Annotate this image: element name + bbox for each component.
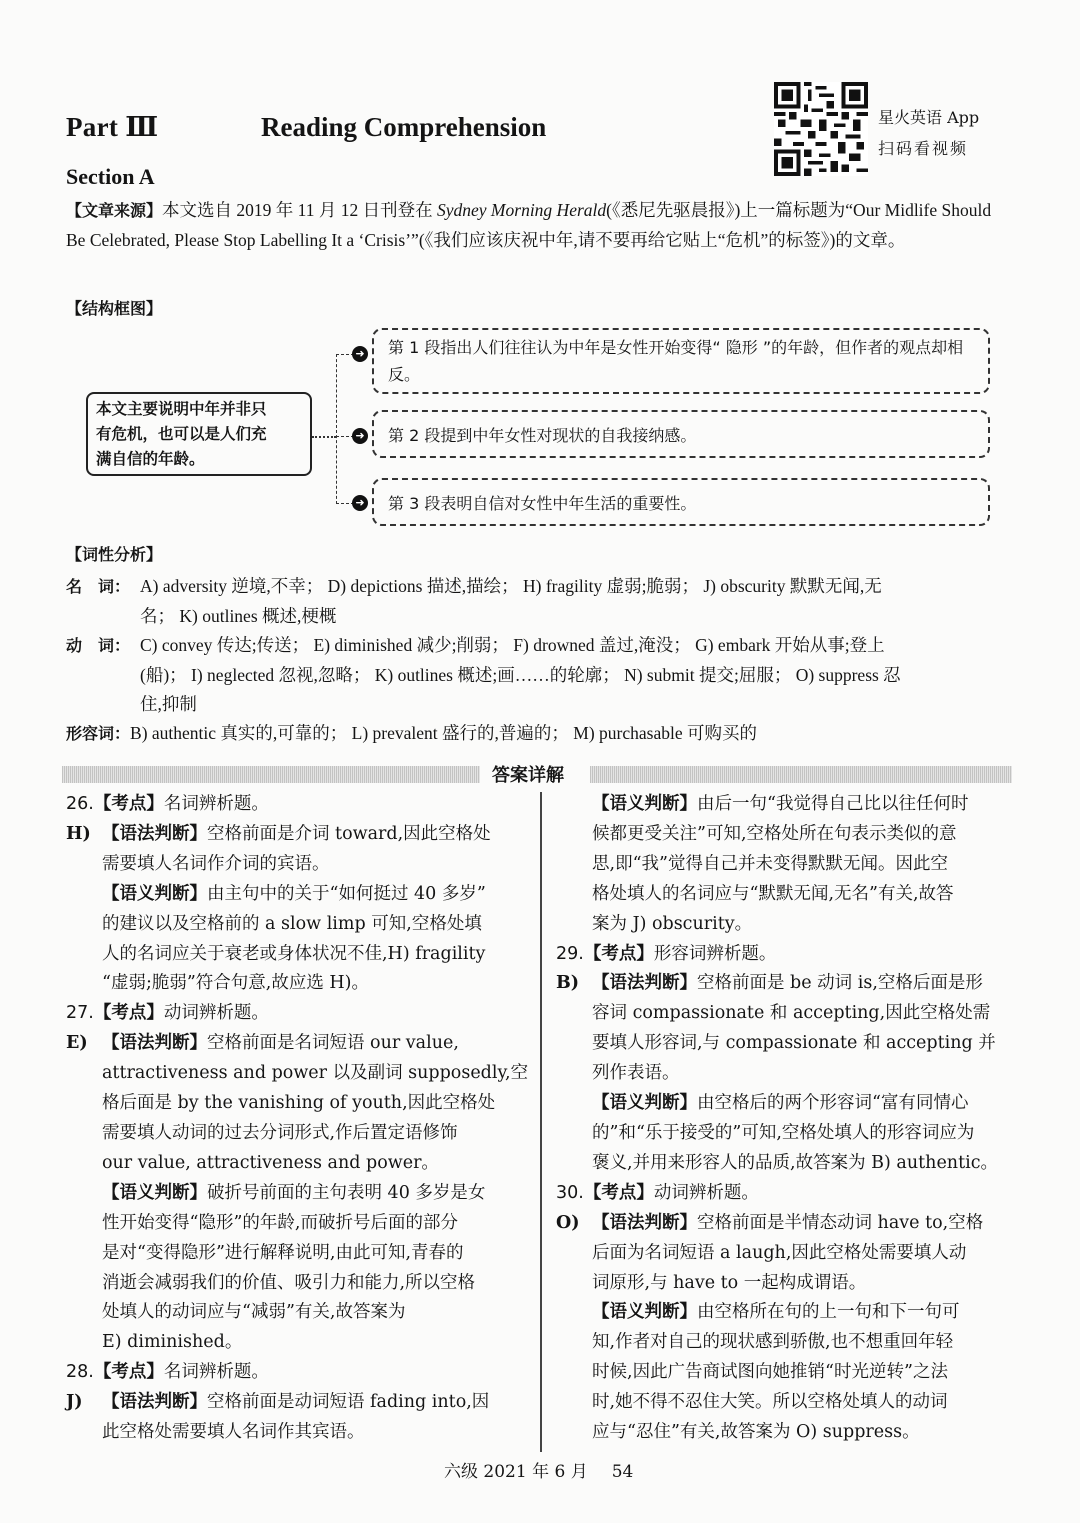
- answer-text: 人的名词应关于衰老或身体状况不佳,H) fragility: [102, 943, 486, 964]
- answer-text: 时,她不得不忍住大笑。所以空格处填人的动词: [592, 1392, 948, 1413]
- answers-left-column: [66, 790, 529, 1448]
- answer-29-semantic: 【语义判断】由空格后的两个形容词“富有同情心: [592, 1093, 969, 1114]
- page-number: 54: [611, 1462, 634, 1482]
- answer-text: 词原形,与 have to 一起构成谓语。: [592, 1272, 867, 1293]
- pos-text: 住,抑制: [140, 694, 197, 714]
- branch-line: [336, 354, 337, 504]
- structure-label: 【结构框图】: [66, 299, 163, 318]
- answer-letter: E): [66, 1033, 88, 1054]
- answer-text: 此空格处需要填人名词作其宾语。: [102, 1422, 365, 1443]
- answer-text: 格后面是 by the vanishing of youth,因此空格处: [102, 1093, 496, 1114]
- pos-analysis-label: 【词性分析】: [66, 545, 163, 564]
- answer-text: 处填人的动词应与“减弱”有关,故答案为: [102, 1302, 406, 1323]
- answer-text: 消逝会减弱我们的价值、吸引力和能力,所以空格: [102, 1272, 476, 1293]
- answer-text: “虚弱;脆弱”符合句意,故应选 H)。: [102, 973, 370, 994]
- answer-text: 格处填人的名词应与“默默无闻,无名”有关,故答: [592, 883, 954, 904]
- answer-30-point: 30.【考点】动词辨析题。: [556, 1182, 759, 1203]
- main-idea-line: 有危机，也可以是人们充: [96, 425, 267, 443]
- answers-right-column: [556, 790, 1016, 1448]
- main-idea-line: 满自信的年龄。: [96, 450, 205, 468]
- answer-letter: O): [556, 1212, 580, 1233]
- source-publication: Sydney Morning Herald: [437, 200, 607, 220]
- pos-text: B) authentic 真实的,可靠的； L) prevalent 盛行的,普遍的； M) purchasable 可购买的: [130, 723, 757, 743]
- pos-head-noun: 名 词：: [66, 577, 131, 596]
- pos-text: (船)； I) neglected 忽视,忽略； K) outlines 概述;画……的轮廓； N) submit 提交;屈服； O) suppress 忍: [140, 664, 901, 685]
- page-footer: [444, 1457, 633, 1482]
- answer-28-grammar: J) 【语法判断】空格前面是动词短语 fading into,因: [66, 1388, 521, 1418]
- qr-caption-scan: 扫码看视频: [878, 139, 969, 158]
- answer-letter: H): [66, 823, 91, 844]
- answer-text: E) diminished。: [102, 1332, 243, 1353]
- answer-28-point: 28.【考点】名词辨析题。: [66, 1362, 269, 1383]
- answer-text: 列作表语。: [592, 1063, 680, 1084]
- answer-29-point: 29.【考点】形容词辨析题。: [556, 943, 777, 964]
- answer-27-point: 27.【考点】动词辨析题。: [66, 1003, 269, 1024]
- article-source: [66, 196, 1014, 255]
- part-label: Part Ⅲ: [66, 112, 159, 142]
- answer-28-semantic: 【语义判断】由后一句“我觉得自己比以往任何时: [592, 794, 969, 814]
- answer-26-semantic: 【语义判断】由主句中的关于“如何挺过 40 多岁”: [102, 883, 486, 904]
- arrow-right-icon: ➜: [352, 346, 368, 362]
- answer-text: 需要填人动词的过去分词形式,作后置定语修饰: [102, 1122, 458, 1143]
- banner-hatch: [62, 766, 480, 783]
- answer-letter: J): [66, 1392, 83, 1413]
- answer-text: 知,作者对自己的现状感到骄傲,也不想重回年轻: [592, 1332, 954, 1353]
- answer-text: 是对“变得隐形”进行解释说明,由此可知,青春的: [102, 1242, 464, 1263]
- answer-26-point: 26.【考点】名词辨析题。: [66, 794, 269, 814]
- answer-text: 要填人形容词,与 compassionate 和 accepting 并: [592, 1033, 996, 1054]
- paragraph-summary-1: 第 1 段指出人们往往认为中年是女性开始变得“ 隐形 ”的年龄，但作者的观点却相反。: [372, 328, 990, 394]
- pos-text: 名； K) outlines 概述,梗概: [140, 605, 337, 626]
- banner-hatch: [590, 766, 1012, 783]
- answer-text: 褒义,并用来形容人的品质,故答案为 B) authentic。: [592, 1152, 999, 1173]
- main-idea-box: [86, 392, 312, 476]
- answer-26-grammar: H) 【语法判断】空格前面是介词 toward,因此空格处: [66, 820, 521, 850]
- pos-text: A) adversity 逆境,不幸； D) depictions 描述,描绘； H) fragility 虚弱;脆弱； J) obscurity 默默无闻,无: [140, 576, 882, 596]
- footer-exam: 六级 2021 年 6 月: [444, 1462, 588, 1482]
- qr-code-icon: [774, 82, 868, 176]
- section-label: Section A: [66, 164, 155, 189]
- answer-text: 的”和“乐于接受的”可知,空格处填人的形容词应为: [592, 1122, 975, 1143]
- answer-text: 思,即“我”觉得自己并未变得默默无闻。因此空: [592, 853, 948, 874]
- source-text-after: (《悉尼先驱晨报》)上一篇标题为“Our Midlife Should Be Celebrated, Please Stop Labelling It a ‘Crisis’”(《我们应该庆祝中年,请不要再给它贴上“危机”的标签》)的文章。: [66, 200, 992, 250]
- connector-line: [312, 436, 336, 438]
- pos-nouns: [66, 572, 1016, 631]
- answer-text: 的建议以及空格前的 a slow limp 可知,空格处填: [102, 913, 482, 934]
- answer-text: 后面为名词短语 a laugh,因此空格处需要填人动: [592, 1242, 967, 1263]
- answer-letter: B): [556, 973, 580, 994]
- answer-30-semantic: 【语义判断】由空格所在句的上一句和下一句可: [592, 1302, 960, 1323]
- answer-banner: [62, 763, 1012, 785]
- main-idea-line: 本文主要说明中年并非只: [96, 400, 267, 418]
- answer-text: 案为 J) obscurity。: [592, 913, 753, 934]
- banner-title: 答案详解: [492, 765, 564, 786]
- answer-text: 时候,因此广告商试图向她推销“时光逆转”之法: [592, 1362, 948, 1383]
- pos-head-verb: 动 词：: [66, 636, 131, 655]
- answer-29-grammar: B) 【语法判断】空格前面是 be 动词 is,空格后面是形: [556, 969, 1016, 999]
- answer-30-grammar: O) 【语法判断】空格前面是半情态动词 have to,空格: [556, 1209, 1016, 1239]
- pos-head-adjective: 形容词：: [66, 724, 131, 743]
- column-divider: [540, 792, 542, 1452]
- paragraph-summary-3: 第 3 段表明自信对女性中年生活的重要性。: [372, 478, 990, 526]
- qr-code: [774, 82, 874, 176]
- source-text-before: 本文选自 2019 年 11 月 12 日刊登在: [162, 200, 437, 220]
- pos-adjectives: [66, 719, 1016, 749]
- paragraph-summary-2: 第 2 段提到中年女性对现状的自我接纳感。: [372, 410, 990, 458]
- answer-text: 容词 compassionate 和 accepting,因此空格处需: [592, 1003, 991, 1024]
- part-title: Reading Comprehension: [261, 112, 547, 142]
- pos-verbs: [66, 631, 1016, 720]
- qr-caption-app: 星火英语 App: [878, 108, 980, 127]
- answer-27-grammar: E) 【语法判断】空格前面是名词短语 our value,: [66, 1029, 521, 1059]
- source-label: 【文章来源】: [66, 201, 163, 220]
- answer-text: our value, attractiveness and power。: [102, 1152, 439, 1173]
- page-header: [66, 112, 706, 152]
- answer-text: 应与“忍住”有关,故答案为 O) suppress。: [592, 1422, 920, 1443]
- answer-text: 候都更受关注”可知,空格处所在句表示类似的意: [592, 823, 957, 844]
- pos-text: C) convey 传达;传送； E) diminished 减少;削弱； F) drowned 盖过,淹没； G) embark 开始从事;登上: [140, 635, 885, 655]
- answer-text: 性开始变得“隐形”的年龄,而破折号后面的部分: [102, 1212, 458, 1233]
- answer-27-semantic: 【语义判断】破折号前面的主句表明 40 多岁是女: [102, 1182, 486, 1203]
- arrow-right-icon: ➜: [352, 428, 368, 444]
- answer-text: attractiveness and power 以及副词 supposedly,空: [102, 1063, 529, 1084]
- answer-text: 需要填人名词作介词的宾语。: [102, 853, 330, 874]
- arrow-right-icon: ➜: [352, 495, 368, 511]
